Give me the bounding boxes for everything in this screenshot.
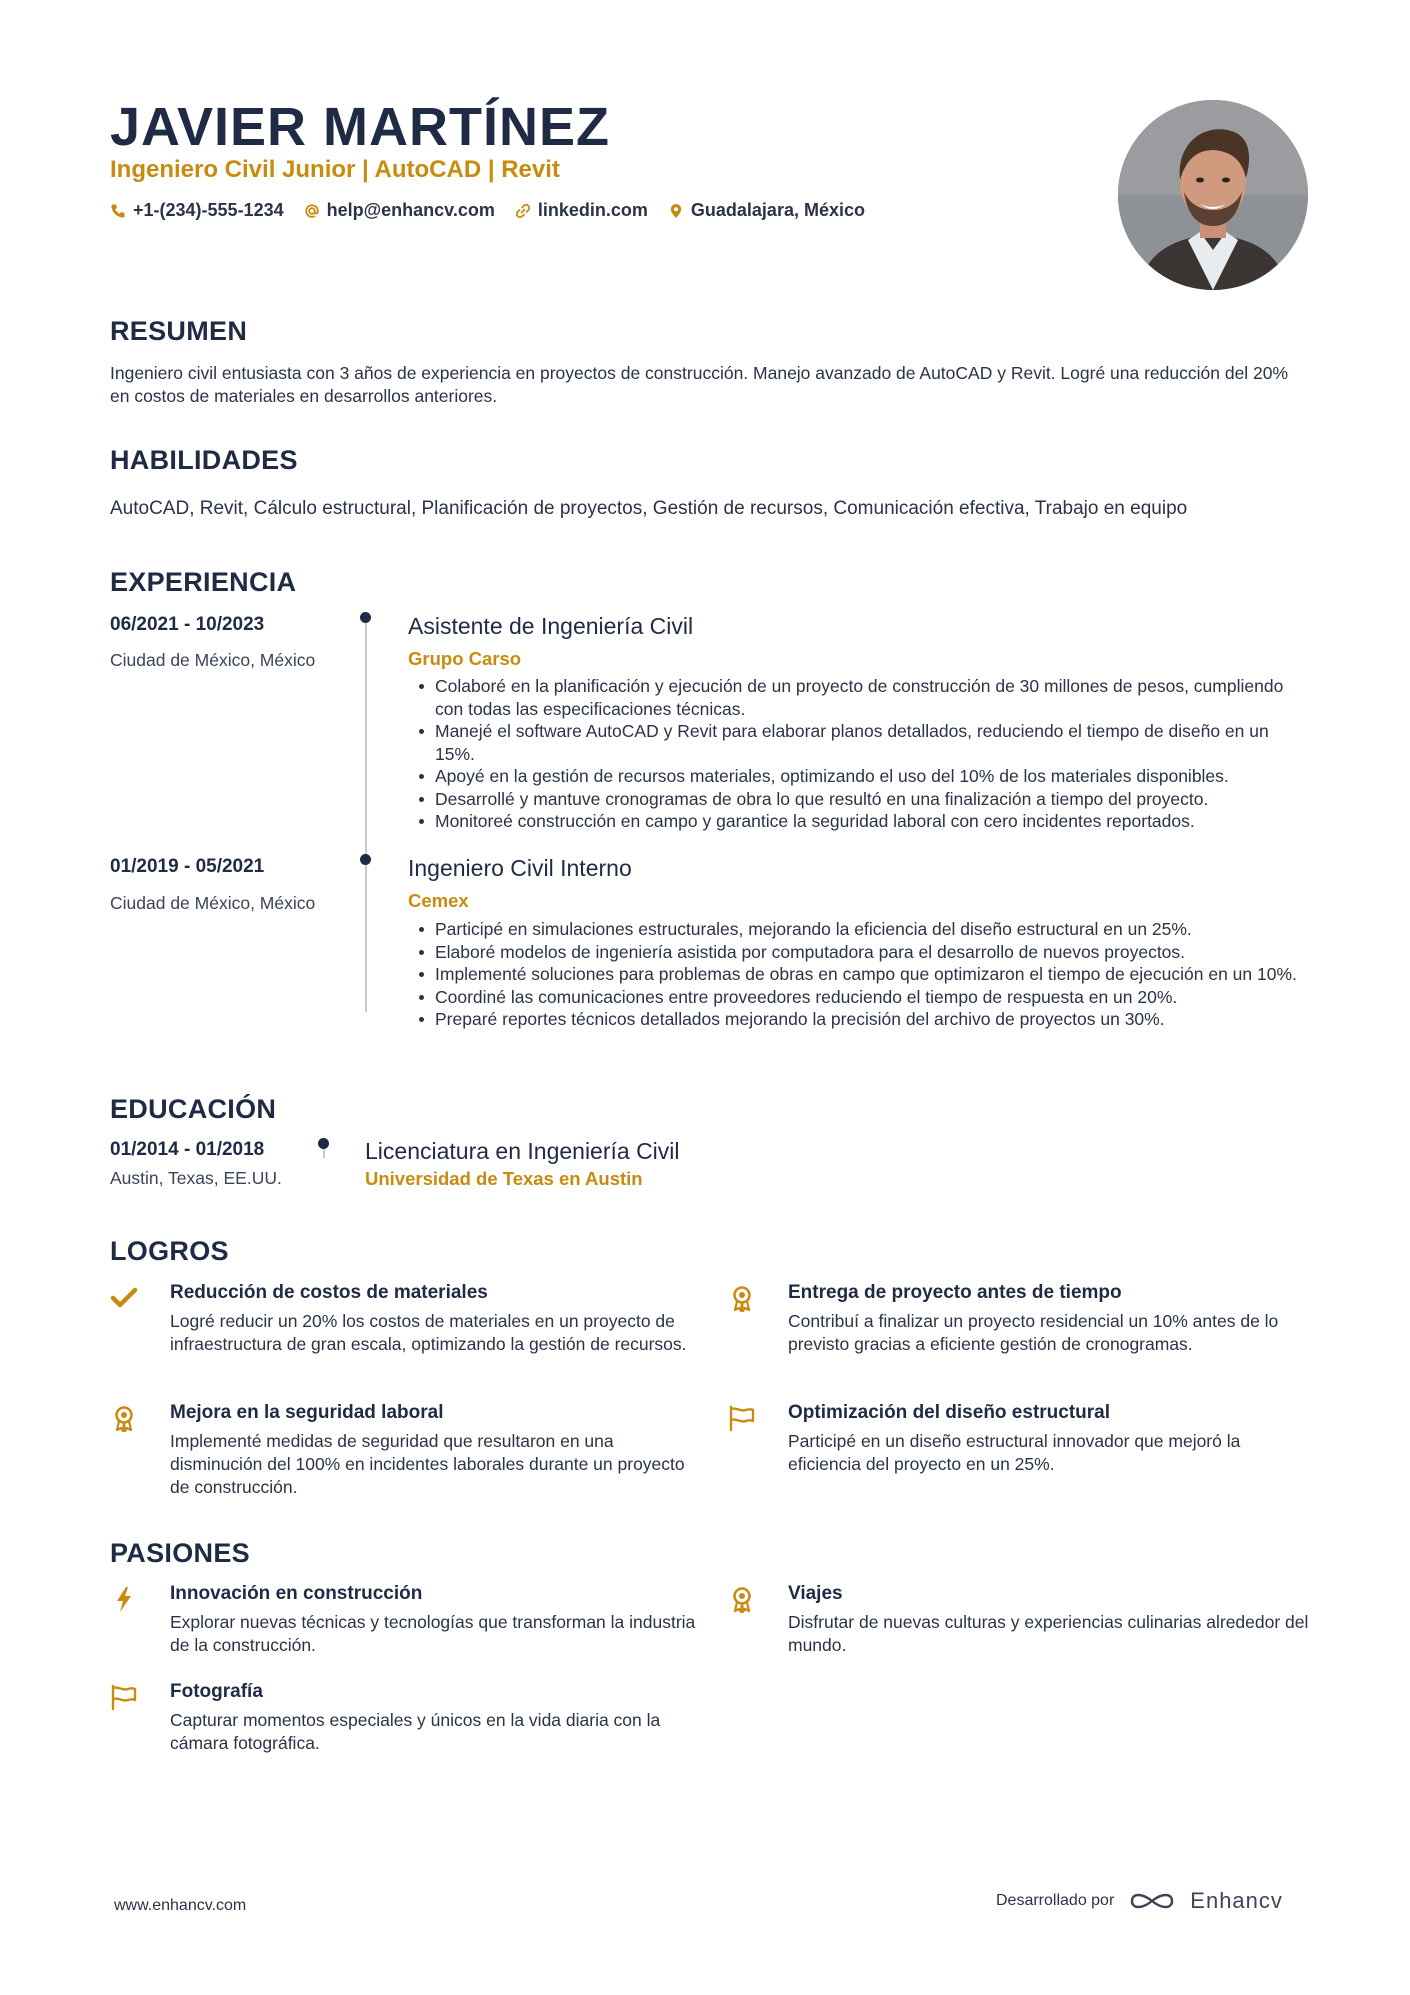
candidate-headline: Ingeniero Civil Junior | AutoCAD | Revit bbox=[110, 156, 560, 183]
passion-title: Viajes bbox=[788, 1583, 843, 1604]
achievement-title: Optimización del diseño estructural bbox=[788, 1402, 1111, 1423]
contact-bar bbox=[110, 200, 865, 221]
brand-name: Enhancv bbox=[1190, 1888, 1283, 1913]
job-bullet: Implementé soluciones para problemas de obras en campo que optimizaron el tiempo de ejecución en un 10%. bbox=[408, 963, 1313, 986]
profile-photo bbox=[1118, 100, 1308, 290]
footer-website[interactable]: www.enhancv.com bbox=[114, 1897, 247, 1914]
footer-brand[interactable] bbox=[996, 1888, 1283, 1914]
job-bullet: Monitoreé construcción en campo y garantice la seguridad laboral con cero incidentes reportados. bbox=[408, 810, 1313, 833]
job-location: Ciudad de México, México bbox=[110, 650, 316, 670]
job-location: Ciudad de México, México bbox=[110, 893, 316, 913]
job-bullet: Elaboré modelos de ingeniería asistida por computadora para el desarrollo de nuevos proyectos. bbox=[408, 941, 1313, 964]
candidate-name: JAVIER MARTÍNEZ bbox=[110, 97, 611, 157]
education-location: Austin, Texas, EE.UU. bbox=[110, 1168, 282, 1188]
job-bullet: Desarrollé y mantuve cronogramas de obra lo que resultó en una finalización a tiempo del proyecto. bbox=[408, 788, 1313, 811]
achievement-desc: Implementé medidas de seguridad que resultaron en una disminución del 100% en incidentes laborales durante un proyecto de construcción. bbox=[170, 1431, 685, 1497]
passion-title: Innovación en construcción bbox=[170, 1583, 423, 1604]
contact-phone[interactable] bbox=[110, 200, 284, 221]
education-degree: Licenciatura en Ingeniería Civil bbox=[365, 1138, 680, 1164]
linkedin-text: linkedin.com bbox=[537, 200, 648, 220]
achievement-title: Mejora en la seguridad laboral bbox=[170, 1402, 444, 1423]
summary-text: Ingeniero civil entusiasta con 3 años de experiencia en proyectos de construcción. Manejo avanzado de AutoCAD y Revit. Logré una reducción del 20% en costos de materiales en desarrollos anteriores. bbox=[110, 363, 1289, 406]
achievement-desc: Contribuí a finalizar un proyecto residencial un 10% antes de lo previsto gracias a eficiente gestión de cronogramas. bbox=[788, 1311, 1279, 1354]
contact-location bbox=[668, 200, 865, 221]
job-bullets bbox=[408, 918, 1313, 1031]
lightning-icon bbox=[110, 1585, 138, 1613]
achievement-title: Reducción de costos de materiales bbox=[170, 1282, 488, 1303]
flag-icon bbox=[110, 1683, 138, 1711]
powered-by-label: Desarrollado por bbox=[996, 1892, 1115, 1909]
profile-portrait-icon bbox=[1118, 100, 1308, 290]
job-bullet: Manejé el software AutoCAD y Revit para elaborar planos detallados, reduciendo el tiempo de diseño en un 15%. bbox=[408, 720, 1313, 765]
timeline-dot bbox=[360, 854, 371, 865]
phone-icon bbox=[110, 203, 126, 219]
education-dates: 01/2014 - 01/2018 bbox=[110, 1139, 265, 1160]
summary-heading: RESUMEN bbox=[110, 316, 248, 346]
location-text: Guadalajara, México bbox=[690, 200, 865, 220]
job-company: Grupo Carso bbox=[408, 648, 522, 669]
timeline-dot bbox=[318, 1138, 329, 1149]
passion-desc: Disfrutar de nuevas culturas y experiencias culinarias alrededor del mundo. bbox=[788, 1612, 1309, 1655]
email-text: help@enhancv.com bbox=[326, 200, 495, 220]
job-company: Cemex bbox=[408, 890, 469, 911]
passion-desc: Explorar nuevas técnicas y tecnologías que transforman la industria de la construcción. bbox=[170, 1612, 696, 1655]
enhancv-logo-icon bbox=[1128, 1889, 1176, 1913]
job-role: Asistente de Ingeniería Civil bbox=[408, 613, 694, 639]
passions-heading: PASIONES bbox=[110, 1538, 250, 1568]
job-bullet: Apoyé en la gestión de recursos materiales, optimizando el uso del 10% de los materiales disponibles. bbox=[408, 765, 1313, 788]
passion-title: Fotografía bbox=[170, 1681, 263, 1702]
checkmark-icon bbox=[110, 1284, 138, 1312]
skills-text: AutoCAD, Revit, Cálculo estructural, Planificación de proyectos, Gestión de recursos, Comunicación efectiva, Trabajo en equipo bbox=[110, 498, 1188, 519]
passion-desc: Capturar momentos especiales y únicos en la vida diaria con la cámara fotográfica. bbox=[170, 1710, 661, 1753]
skills-heading: HABILIDADES bbox=[110, 445, 298, 475]
education-heading: EDUCACIÓN bbox=[110, 1094, 277, 1124]
job-bullet: Colaboré en la planificación y ejecución de un proyecto de construcción de 30 millones de pesos, cumpliendo con todas las especificaciones técnicas. bbox=[408, 675, 1313, 720]
flag-icon bbox=[728, 1404, 756, 1432]
timeline-dot bbox=[360, 612, 371, 623]
job-bullet: Participé en simulaciones estructurales, mejorando la eficiencia del diseño estructural en un 25%. bbox=[408, 918, 1313, 941]
experience-heading: EXPERIENCIA bbox=[110, 567, 297, 597]
link-icon bbox=[515, 203, 531, 219]
job-dates: 06/2021 - 10/2023 bbox=[110, 614, 265, 635]
achievement-title: Entrega de proyecto antes de tiempo bbox=[788, 1282, 1122, 1303]
award-icon bbox=[728, 1284, 756, 1312]
location-pin-icon bbox=[668, 203, 684, 219]
achievement-desc: Logré reducir un 20% los costos de materiales en un proyecto de infraestructura de gran escala, optimizando la gestión de recursos. bbox=[170, 1311, 687, 1354]
education-school: Universidad de Texas en Austin bbox=[365, 1168, 643, 1189]
contact-email[interactable] bbox=[304, 200, 495, 221]
phone-text: +1-(234)-555-1234 bbox=[133, 200, 284, 220]
job-bullets bbox=[408, 675, 1313, 833]
experience-timeline bbox=[365, 620, 367, 1012]
job-dates: 01/2019 - 05/2021 bbox=[110, 856, 265, 877]
award-icon bbox=[728, 1585, 756, 1613]
award-icon bbox=[110, 1404, 138, 1432]
contact-linkedin[interactable] bbox=[515, 200, 648, 221]
job-bullet: Preparé reportes técnicos detallados mejorando la precisión del archivo de proyectos un 30%. bbox=[408, 1008, 1313, 1031]
job-bullet: Coordiné las comunicaciones entre proveedores reduciendo el tiempo de respuesta en un 20%. bbox=[408, 986, 1313, 1009]
achievement-desc: Participé en un diseño estructural innovador que mejoró la eficiencia del proyecto en un 25%. bbox=[788, 1431, 1241, 1474]
at-sign-icon bbox=[304, 203, 320, 219]
achievements-heading: LOGROS bbox=[110, 1236, 229, 1266]
job-role: Ingeniero Civil Interno bbox=[408, 855, 632, 881]
